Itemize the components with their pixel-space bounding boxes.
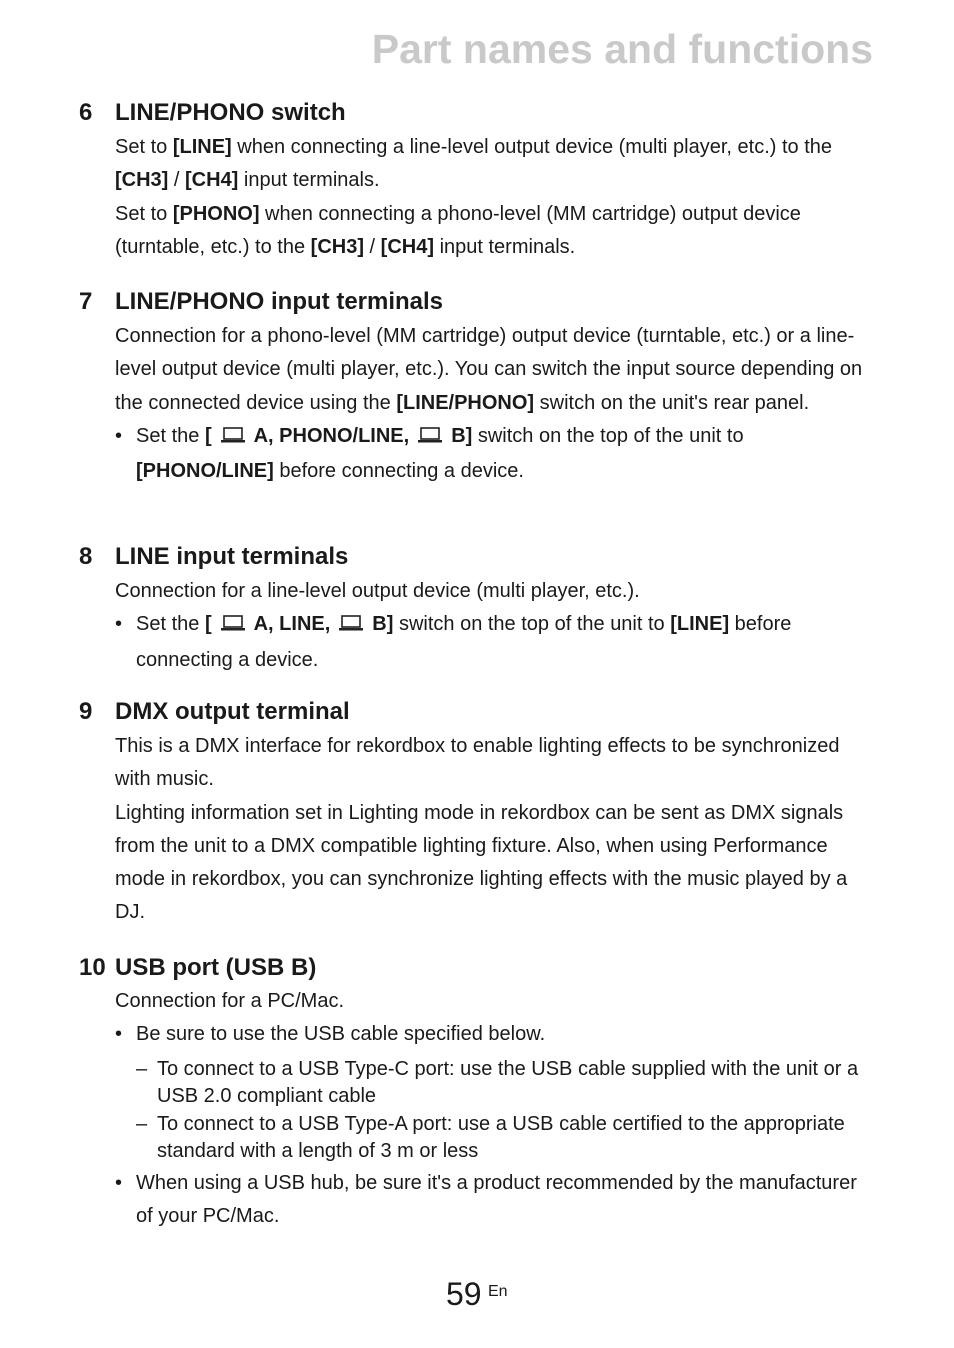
bullet-item: • When using a USB hub, be sure it's a product recommended by the manufacturer of your PC/Mac. — [115, 1167, 879, 1234]
laptop-icon — [417, 422, 443, 455]
section-body — [115, 730, 879, 930]
section-heading — [79, 542, 879, 572]
bullet-mark: • — [115, 1171, 123, 1194]
bullet-item: • Be sure to use the USB cable specified below. — [115, 1018, 879, 1051]
section-title: DMX output terminal — [115, 698, 350, 725]
bullet-mark: • — [115, 424, 123, 447]
section-number: 8 — [79, 543, 93, 570]
paragraph: Set to [PHONO] when connecting a phono-level (MM cartridge) output device (turntable, etc.) to the [CH3] / [CH4] input terminals. — [115, 202, 801, 258]
section-title: USB port (USB B) — [115, 954, 317, 981]
section-line-input-terminals — [79, 542, 879, 677]
section-body — [115, 985, 879, 1018]
paragraph: Connection for a PC/Mac. — [115, 990, 344, 1012]
bullet-mark: • — [115, 613, 123, 636]
bullet-mark: • — [115, 1023, 123, 1046]
section-number: 10 — [79, 954, 106, 981]
section-heading — [79, 953, 879, 983]
section-number: 7 — [79, 288, 93, 315]
section-heading — [79, 697, 879, 727]
paragraph: Connection for a line-level output device (multi player, etc.). — [115, 580, 640, 602]
page-title: Part names and functions — [371, 26, 873, 72]
section-usb-port — [79, 953, 879, 1233]
dash-mark: – — [136, 1112, 148, 1135]
laptop-icon — [220, 422, 246, 455]
section-title: LINE input terminals — [115, 543, 349, 570]
section-line-phono-switch — [79, 98, 879, 264]
bullet-item: • Set the [ A, PHONO/LINE, B] switch on the top of the unit to [PHONO/LINE] before connecting a device. — [115, 420, 879, 489]
section-dmx-output-terminal — [79, 697, 879, 930]
page-number: 59 — [446, 1276, 482, 1312]
section-body — [115, 320, 879, 420]
laptop-icon — [220, 610, 246, 643]
section-number: 6 — [79, 99, 93, 126]
bullet-item: • Set the [ A, LINE, B] switch on the top of the unit to [LINE] before connecting a device. — [115, 608, 879, 677]
page-language: En — [488, 1283, 508, 1300]
section-heading — [79, 98, 879, 128]
paragraph: Set to [LINE] when connecting a line-level output device (multi player, etc.) to the [CH3] / [CH4] input terminals. — [115, 136, 833, 192]
paragraph: This is a DMX interface for rekordbox to enable lighting effects to be synchronized with music. — [115, 735, 840, 791]
section-line-phono-input-terminals — [79, 287, 879, 488]
dash-item: – To connect to a USB Type-C port: use the USB cable supplied with the unit or a USB 2.0 compliant cable — [136, 1056, 879, 1110]
paragraph: Connection for a phono-level (MM cartridge) output device (turntable, etc.) or a line-level output device (multi player, etc.). You can switch the input source depending on the connected device using the [LINE/PHONO] switch on the unit's rear panel. — [115, 325, 863, 414]
section-heading — [79, 287, 879, 317]
paragraph: Lighting information set in Lighting mode in rekordbox can be sent as DMX signals from the unit to a DMX compatible lighting fixture. Also, when using Performance mode in rekordbox, you can synchronize lighting effects with the music played by a DJ. — [115, 801, 848, 924]
section-body — [115, 131, 879, 264]
dash-item: – To connect to a USB Type-A port: use a USB cable certified to the appropriate standard with a length of 3 m or less — [136, 1111, 879, 1165]
section-title: LINE/PHONO input terminals — [115, 288, 444, 315]
section-body — [115, 575, 879, 608]
laptop-icon — [338, 610, 364, 643]
section-title: LINE/PHONO switch — [115, 99, 346, 126]
section-number: 9 — [79, 698, 93, 725]
dash-mark: – — [136, 1057, 148, 1080]
